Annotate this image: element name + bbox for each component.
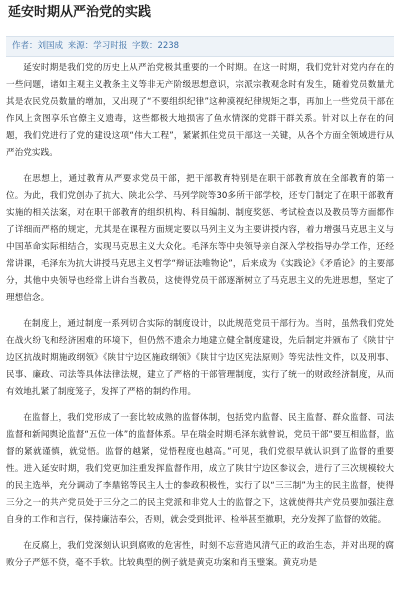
article-word-count: 字数：2238 xyxy=(131,41,180,51)
article-body xyxy=(6,60,394,603)
article-paragraph: 在制度上，通过制度一系列切合实际的制度设计，以此规范党员干部行为。当时，虽然我们党处在战火纷飞和经济困难的环境下，但仍然不遗余力地建立健全制度建设，先后制定并颁布了《陕甘宁边区抗战时期施政纲领》《陕甘宁边区施政纲领》《陕甘宁边区宪法原则》等宪法性文件，以及刑事、民事、廉政、司法等具体法律法规，建立了严格的干部管理制度，实行了统一的财政经济制度，从而有效地扎紧了制度笼子，发挥了严格的制约作用。 xyxy=(6,319,394,397)
article-paragraph: 在监督上，我们党形成了一套比较成熟的监督体制，包括党内监督、民主监督、群众监督、司法监督和新闻舆论监督“五位一体”的监督体系。早在瑞金时期毛泽东就曾说，党员干部“要互相监督，监督的紧就谨慎，就觉悟。监督的越紧，觉悟程度也越高。”可见，我们党很早就认识到了监督的重要性。进入延安时期，我们党更加注重发挥监督作用，成立了陕甘宁边区参议会，进行了三次规模较大的民主选举，充分调动了李鼎铭等民主人士的参政积极性，实行了以“三三制”为主的民主监督，使得三分之一的共产党员处于三分之二的民主党派和非党人士的监督之下，这就使得共产党员要加强注意自身的工作和言行，保持廉洁奉公，否则，就会受到批评、检举甚至撤职，充分发挥了监督的效能。 xyxy=(6,413,394,525)
article-paragraph: 在思想上，通过教育从严要求党员干部，把干部教育特别是在职干部教育放在全部教育的第一位。为此，我们党创办了抗大、陕北公学、马列学院等30多所干部学校，还专门制定了在职干部教育实施的相关法案，对在职干部教育的组织机构、科目编制、制度奖惩、考试检查以及教员等方面都作了详细而严格的规定，尤其是在课程方面规定要以马列主义为主要讲授内容，着力增强马克思主义与中国革命实际相结合，实现马克思主义大众化。毛泽东等中央领导亲自深入学校指导办学工作，还经常讲课，毛泽东为抗大讲授马克思主义哲学“辩证法唯物论”，后来成为《实践论》《矛盾论》的主要部分，其他中央领导也经常上讲台当教员，这使得党员干部逐渐树立了马克思主义的先进思想，坚定了理想信念。 xyxy=(6,174,394,303)
article-paragraph: 在反腐上，我们党深刻认识到腐败的危害性，时刻不忘营造风清气正的政治生态，并对出现的腐败分子严惩不贷，毫不手软。比较典型的例子就是黄克功案和肖玉璧案。黄克功是 xyxy=(6,541,394,568)
article-author: 作者：刘国成 xyxy=(12,41,64,51)
article-meta-bar xyxy=(6,36,394,57)
article-title: 延安时期从严治党的实践 xyxy=(8,5,152,20)
article-source: 来源：学习时报 xyxy=(67,41,128,51)
article-paragraph: 延安时期是我们党的历史上从严治党极其重要的一个时期。在这一时期，我们党针对党内存在的一些问题，诸如主观主义教条主义等非无产阶级思想意识，宗派宗教观念时有发生，随着党员数量尤其是农民党员数量的增加，又出现了“不要组织纪律”这种漠视纪律规矩之事，再加上一些党员干部在作风上贪图享乐官僚主义遗毒，这些都极大地损害了鱼水情深的党群干群关系。针对以上存在的问题，我们党进行了党的建设这项“伟大工程”，紧紧抓住党员干部这一关键，从各个方面全领域进行从严治党实践。 xyxy=(6,63,394,158)
